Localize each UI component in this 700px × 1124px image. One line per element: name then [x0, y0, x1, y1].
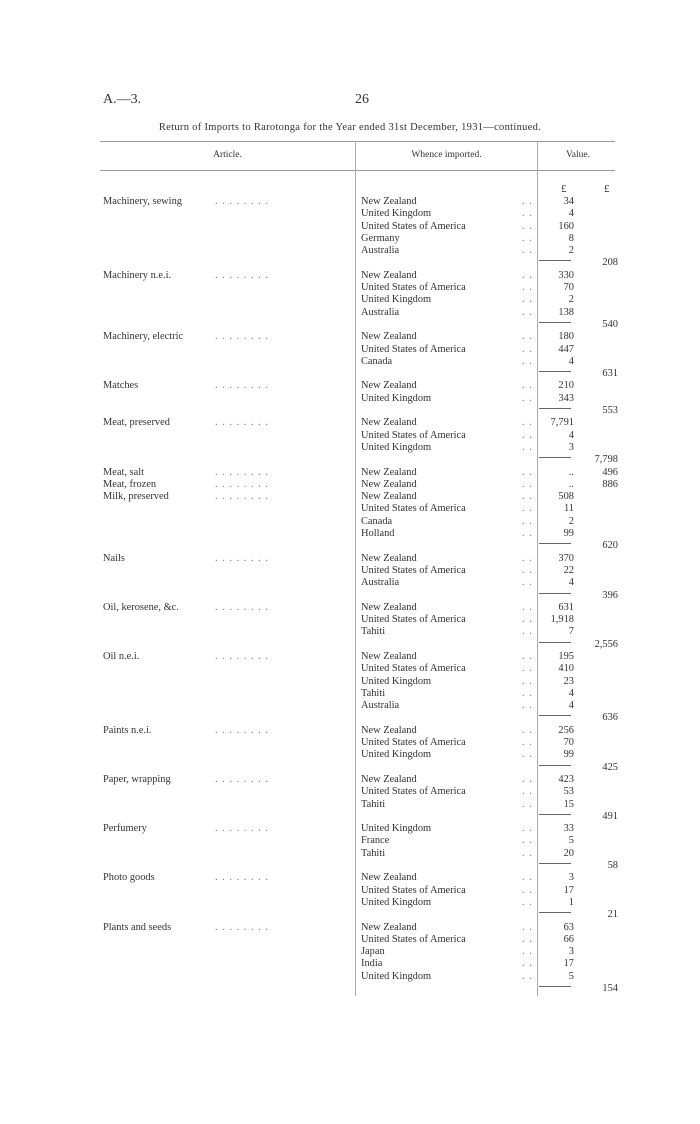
country-name: United Kingdom — [361, 896, 432, 908]
country-name: United States of America — [361, 503, 466, 515]
leader-dots: . . — [522, 355, 533, 367]
country-name: New Zealand — [361, 491, 417, 503]
subtotal-rule — [539, 593, 571, 594]
leader-dots: . . . . . . . . — [215, 196, 269, 207]
leader-dots: . . — [522, 798, 533, 810]
table-row — [0, 725, 700, 737]
article-name: Plants and seeds — [103, 921, 172, 933]
table-row — [0, 245, 700, 257]
country-name: New Zealand — [361, 331, 417, 343]
country-name: New Zealand — [361, 552, 417, 564]
country-name: United States of America — [361, 933, 466, 945]
item-value: .. — [568, 478, 574, 490]
subtotal-rule — [539, 543, 571, 544]
table-row — [0, 553, 700, 565]
table-row — [0, 467, 700, 479]
leader-dots: . . — [522, 700, 533, 712]
item-value: 7 — [568, 626, 574, 638]
item-value: 66 — [563, 933, 574, 945]
country-name: New Zealand — [361, 478, 417, 490]
table-row — [0, 700, 700, 712]
country-name: Tahiti — [361, 626, 386, 638]
article-name: Meat, frozen — [103, 478, 157, 490]
country-name: United Kingdom — [361, 392, 432, 404]
item-value: 5 — [568, 835, 574, 847]
country-name: United States of America — [361, 282, 466, 294]
table-row — [0, 503, 700, 515]
article-total: 636 — [602, 712, 618, 724]
table-row — [0, 811, 700, 823]
table-row — [0, 442, 700, 454]
article-total: 886 — [602, 478, 618, 490]
item-value: 508 — [558, 491, 574, 503]
leader-dots: . . — [522, 749, 533, 761]
item-value: 11 — [563, 503, 574, 515]
table-row — [0, 663, 700, 675]
country-name: Australia — [361, 577, 400, 589]
table-row — [0, 590, 700, 602]
leader-dots: . . — [522, 429, 533, 441]
article-total: 496 — [602, 466, 618, 478]
country-name: United Kingdom — [361, 675, 432, 687]
document-code: A.—3. — [103, 92, 142, 107]
article-name: Nails — [103, 552, 125, 564]
article-name: Perfumery — [103, 823, 147, 835]
item-value: 330 — [558, 269, 574, 281]
article-name: Paper, wrapping — [103, 773, 171, 785]
country-name: New Zealand — [361, 724, 417, 736]
article-total: 154 — [602, 983, 618, 994]
article-name: Paints n.e.i. — [103, 724, 152, 736]
table-row — [0, 380, 700, 392]
subtotal-rule — [539, 912, 571, 913]
table-row — [0, 922, 700, 934]
country-name: United States of America — [361, 220, 466, 232]
table-row — [0, 676, 700, 688]
country-name: Holland — [361, 528, 395, 540]
item-value: 4 — [568, 577, 574, 589]
item-value: .. — [568, 466, 574, 478]
country-name: France — [361, 835, 390, 847]
table-row — [0, 257, 700, 269]
table-row — [0, 393, 700, 405]
table-row — [0, 479, 700, 491]
leader-dots: . . — [522, 245, 533, 257]
table-row — [0, 405, 700, 417]
item-value: 53 — [563, 786, 574, 798]
leader-dots: . . — [522, 601, 533, 613]
item-value: 2 — [568, 515, 574, 527]
leader-dots: . . — [522, 884, 533, 896]
item-value: 2 — [568, 245, 574, 257]
country-name: United Kingdom — [361, 441, 432, 453]
country-name: United States of America — [361, 786, 466, 798]
subtotal-rule — [539, 457, 571, 458]
leader-dots: . . — [522, 552, 533, 564]
table-row — [0, 823, 700, 835]
column-header-whence: Whence imported. — [411, 150, 482, 160]
country-name: United States of America — [361, 564, 466, 576]
leader-dots: . . — [522, 896, 533, 908]
leader-dots: . . — [522, 614, 533, 626]
article-total: 620 — [602, 540, 618, 552]
table-row — [0, 774, 700, 786]
item-value: 4 — [568, 429, 574, 441]
country-name: United States of America — [361, 884, 466, 896]
table-row — [0, 540, 700, 552]
country-name: United Kingdom — [361, 970, 432, 982]
country-name: United States of America — [361, 737, 466, 749]
item-value: 180 — [558, 331, 574, 343]
table-row — [0, 454, 700, 466]
table-row — [0, 909, 700, 921]
leader-dots: . . — [522, 663, 533, 675]
country-name: Australia — [361, 700, 400, 712]
item-value: 410 — [558, 663, 574, 675]
article-total: 553 — [602, 405, 618, 417]
country-name: Germany — [361, 232, 400, 244]
table-row — [0, 872, 700, 884]
item-value: 3 — [568, 946, 574, 958]
table-row — [0, 528, 700, 540]
country-name: Tahiti — [361, 847, 386, 859]
table-row — [0, 885, 700, 897]
leader-dots: . . — [522, 515, 533, 527]
leader-dots: . . — [522, 970, 533, 982]
leader-dots: . . . . . . . . — [215, 724, 269, 736]
leader-dots: . . . . . . . . — [215, 491, 269, 503]
item-value: 4 — [568, 687, 574, 699]
table-row — [0, 946, 700, 958]
item-value: 423 — [558, 773, 574, 785]
article-total: 491 — [602, 810, 618, 822]
imports-table — [0, 196, 700, 995]
article-total: 540 — [602, 318, 618, 330]
article-name: Milk, preserved — [103, 491, 169, 503]
table-row — [0, 712, 700, 724]
country-name: Canada — [361, 355, 393, 367]
leader-dots: . . — [522, 294, 533, 306]
item-value: 99 — [563, 528, 574, 540]
country-name: New Zealand — [361, 466, 417, 478]
leader-dots: . . . . . . . . — [215, 650, 269, 662]
leader-dots: . . — [522, 478, 533, 490]
item-value: 4 — [568, 355, 574, 367]
leader-dots: . . — [522, 196, 533, 207]
leader-dots: . . — [522, 835, 533, 847]
table-row — [0, 356, 700, 368]
leader-dots: . . — [522, 417, 533, 429]
table-row — [0, 577, 700, 589]
table-row — [0, 208, 700, 220]
item-value: 17 — [563, 884, 574, 896]
leader-dots: . . — [522, 687, 533, 699]
article-name: Oil, kerosene, &c. — [103, 601, 179, 613]
table-row — [0, 331, 700, 343]
item-value: 138 — [558, 306, 574, 318]
country-name: Tahiti — [361, 798, 386, 810]
article-name: Machinery, electric — [103, 331, 184, 343]
country-name: United Kingdom — [361, 823, 432, 835]
table-row — [0, 319, 700, 331]
article-name: Matches — [103, 380, 139, 392]
table-row — [0, 897, 700, 909]
item-value: 370 — [558, 552, 574, 564]
table-row — [0, 614, 700, 626]
leader-dots: . . — [522, 441, 533, 453]
item-value: 343 — [558, 392, 574, 404]
article-total: 631 — [602, 368, 618, 380]
leader-dots: . . . . . . . . — [215, 921, 269, 933]
subtotal-rule — [539, 765, 571, 766]
table-row — [0, 983, 700, 995]
country-name: United States of America — [361, 343, 466, 355]
item-value: 256 — [558, 724, 574, 736]
country-name: Australia — [361, 306, 400, 318]
leader-dots: . . — [522, 847, 533, 859]
table-row — [0, 651, 700, 663]
leader-dots: . . . . . . . . — [215, 331, 269, 343]
subtotal-rule — [539, 371, 571, 372]
country-name: New Zealand — [361, 269, 417, 281]
leader-dots: . . — [522, 564, 533, 576]
article-name: Meat, preserved — [103, 417, 170, 429]
table-row — [0, 565, 700, 577]
table-row — [0, 282, 700, 294]
leader-dots: . . — [522, 331, 533, 343]
item-value: 70 — [563, 282, 574, 294]
leader-dots: . . — [522, 269, 533, 281]
leader-dots: . . — [522, 958, 533, 970]
table-row — [0, 688, 700, 700]
item-value: 8 — [568, 232, 574, 244]
item-value: 3 — [568, 441, 574, 453]
article-total: 396 — [602, 589, 618, 601]
leader-dots: . . — [522, 933, 533, 945]
item-value: 20 — [563, 847, 574, 859]
item-value: 1,918 — [550, 614, 574, 626]
leader-dots: . . — [522, 306, 533, 318]
leader-dots: . . — [522, 232, 533, 244]
table-row — [0, 417, 700, 429]
item-value: 2 — [568, 294, 574, 306]
table-row — [0, 860, 700, 872]
leader-dots: . . — [522, 823, 533, 835]
leader-dots: . . — [522, 380, 533, 392]
leader-dots: . . — [522, 921, 533, 933]
leader-dots: . . — [522, 675, 533, 687]
item-value: 1 — [568, 896, 574, 908]
table-row — [0, 294, 700, 306]
item-value: 22 — [563, 564, 574, 576]
item-value: 99 — [563, 749, 574, 761]
leader-dots: . . — [522, 392, 533, 404]
country-name: New Zealand — [361, 417, 417, 429]
table-row — [0, 786, 700, 798]
item-value: 4 — [568, 208, 574, 220]
article-name: Machinery n.e.i. — [103, 269, 172, 281]
subtotal-rule — [539, 863, 571, 864]
table-row — [0, 762, 700, 774]
table-row — [0, 270, 700, 282]
country-name: United Kingdom — [361, 749, 432, 761]
leader-dots: . . — [522, 491, 533, 503]
item-value: 4 — [568, 700, 574, 712]
item-value: 5 — [568, 970, 574, 982]
leader-dots: . . — [522, 786, 533, 798]
country-name: United States of America — [361, 429, 466, 441]
leader-dots: . . — [522, 773, 533, 785]
leader-dots: . . . . . . . . — [215, 552, 269, 564]
column-header-value: Value. — [565, 150, 590, 160]
country-name: United States of America — [361, 614, 466, 626]
table-row — [0, 639, 700, 651]
subtotal-rule — [539, 408, 571, 409]
leader-dots: . . — [522, 946, 533, 958]
leader-dots: . . — [522, 737, 533, 749]
leader-dots: . . — [522, 626, 533, 638]
country-name: Australia — [361, 245, 400, 257]
subtotal-rule — [539, 986, 571, 987]
country-name: Tahiti — [361, 687, 386, 699]
table-row — [0, 848, 700, 860]
table-row — [0, 196, 700, 208]
item-value: 447 — [558, 343, 574, 355]
country-name: New Zealand — [361, 921, 417, 933]
leader-dots: . . — [522, 503, 533, 515]
article-total: 21 — [607, 909, 618, 921]
subtotal-rule — [539, 322, 571, 323]
subtotal-rule — [539, 814, 571, 815]
leader-dots: . . — [522, 577, 533, 589]
table-row — [0, 799, 700, 811]
article-name: Machinery, sewing — [103, 196, 182, 207]
table-row — [0, 958, 700, 970]
leader-dots: . . — [522, 466, 533, 478]
table-row — [0, 344, 700, 356]
country-name: India — [361, 958, 383, 970]
leader-dots: . . . . . . . . — [215, 872, 269, 884]
leader-dots: . . . . . . . . — [215, 823, 269, 835]
leader-dots: . . . . . . . . — [215, 601, 269, 613]
leader-dots: . . . . . . . . — [215, 269, 269, 281]
article-name: Photo goods — [103, 872, 155, 884]
table-row — [0, 971, 700, 983]
subtotal-rule — [539, 642, 571, 643]
country-name: New Zealand — [361, 773, 417, 785]
item-value: 70 — [563, 737, 574, 749]
item-value: 7,791 — [550, 417, 574, 429]
column-header-article: Article. — [213, 150, 242, 160]
article-total: 2,556 — [594, 638, 618, 650]
country-name: Japan — [361, 946, 385, 958]
country-name: New Zealand — [361, 601, 417, 613]
table-row — [0, 749, 700, 761]
leader-dots: . . . . . . . . — [215, 466, 269, 478]
article-total: 7,798 — [594, 454, 618, 466]
table-row — [0, 307, 700, 319]
subtotal-rule — [539, 260, 571, 261]
leader-dots: . . — [522, 220, 533, 232]
table-row — [0, 221, 700, 233]
item-value: 23 — [563, 675, 574, 687]
leader-dots: . . . . . . . . — [215, 417, 269, 429]
currency-symbol-left: £ — [561, 183, 567, 195]
leader-dots: . . . . . . . . — [215, 380, 269, 392]
leader-dots: . . — [522, 724, 533, 736]
country-name: New Zealand — [361, 650, 417, 662]
item-value: 160 — [558, 220, 574, 232]
item-value: 33 — [563, 823, 574, 835]
table-row — [0, 233, 700, 245]
article-total: 425 — [602, 761, 618, 773]
currency-symbol-right: £ — [604, 183, 610, 195]
leader-dots: . . — [522, 872, 533, 884]
country-name: United Kingdom — [361, 208, 432, 220]
table-row — [0, 626, 700, 638]
country-name: Canada — [361, 515, 393, 527]
item-value: 3 — [568, 872, 574, 884]
item-value: 631 — [558, 601, 574, 613]
item-value: 195 — [558, 650, 574, 662]
page-number: 26 — [355, 92, 369, 107]
article-total: 58 — [607, 860, 618, 872]
leader-dots: . . — [522, 208, 533, 220]
item-value: 34 — [563, 196, 574, 207]
country-name: New Zealand — [361, 872, 417, 884]
country-name: New Zealand — [361, 196, 417, 207]
country-name: United States of America — [361, 663, 466, 675]
table-row — [0, 602, 700, 614]
country-name: United Kingdom — [361, 294, 432, 306]
leader-dots: . . — [522, 343, 533, 355]
leader-dots: . . — [522, 650, 533, 662]
item-value: 210 — [558, 380, 574, 392]
country-name: New Zealand — [361, 380, 417, 392]
table-row — [0, 737, 700, 749]
article-name: Meat, salt — [103, 466, 144, 478]
item-value: 17 — [563, 958, 574, 970]
item-value: 63 — [563, 921, 574, 933]
item-value: 15 — [563, 798, 574, 810]
table-row — [0, 835, 700, 847]
table-row — [0, 491, 700, 503]
subtotal-rule — [539, 715, 571, 716]
leader-dots: . . — [522, 528, 533, 540]
leader-dots: . . . . . . . . — [215, 773, 269, 785]
leader-dots: . . — [522, 282, 533, 294]
article-name: Oil n.e.i. — [103, 650, 140, 662]
leader-dots: . . . . . . . . — [215, 478, 269, 490]
table-row — [0, 368, 700, 380]
table-title: Return of Imports to Rarotonga for the Year ended 31st December, 1931—continued. — [158, 122, 542, 133]
table-row — [0, 516, 700, 528]
table-row — [0, 430, 700, 442]
article-total: 208 — [602, 257, 618, 269]
table-row — [0, 934, 700, 946]
